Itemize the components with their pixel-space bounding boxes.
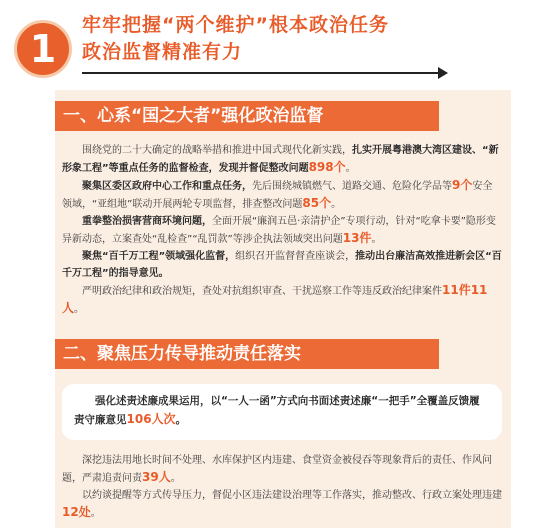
bold-text: 扎实开展粤港澳大湾区建设、“新形象工程”等重点任务的监督检查，发现并督促整改问题 (62, 145, 499, 174)
highlight-number: 85个 (302, 196, 332, 210)
paragraph (62, 248, 502, 282)
bold-text: 重拳整治损害营商环境问题， (82, 216, 212, 227)
card-text: 强化述责述廉成果运用，以“一人一函”方式向书面述责述廉“一把手”全覆盖反馈履责守廉意见106人次。 (74, 395, 480, 426)
highlight-number: 13件 (342, 231, 372, 245)
highlight-number: 9个 (452, 178, 473, 192)
bold-text: 聚焦“百千万工程”领域强化监督， (82, 251, 236, 262)
text: 组织召开监督督查座谈会， (235, 251, 356, 262)
paragraph: 重拳整治损害营商环境问题，全面开展“廉润五邑·亲清护企”专项行动，针对“吃拿卡要”隐形变异新动态，立案查处“乱检查”“乱罚款”等涉企执法领域突出问题13件。 (62, 216, 496, 245)
section1-title: 一、心系“国之大者”强化政治监督 (55, 101, 439, 131)
section2-title: 二、聚焦压力传导推动责任落实 (55, 339, 439, 369)
paragraph: 聚集区委区政府中心工作和重点任务，先后围绕城镇燃气、道路交通、危险化学品等9个安全领域，“亚组地”联动开展两轮专项监督，排查整改问题85个。 (62, 178, 493, 210)
text: 深挖违法用地长时间不处理、水库保护区内违建、食堂资金被侵吞等现象背后的责任、作风问题，严肃追责问责 (62, 455, 492, 484)
text: 围绕党的二十大确定的战略举措和推进中国式现代化新实践， (82, 145, 352, 156)
arrow-head-icon (438, 67, 448, 79)
title-underline (82, 72, 442, 74)
paragraph: 围绕党的二十大确定的战略举措和推进中国式现代化新实践，扎实开展粤港澳大湾区建设、“新形象工程”等重点任务的监督检查，发现并督促整改问题898个。 (62, 145, 499, 174)
highlight-number: 39人 (142, 470, 171, 484)
main-title (82, 12, 389, 66)
bold-text: 聚集区委区政府中心工作和重点任务， (82, 181, 252, 192)
paragraph: 以约谈提醒等方式传导压力，督促小区违法建设治理等工作落实，推动整改、行政立案处理违建12处。 (62, 490, 502, 519)
paragraph: 严明政治纪律和政治规矩，查处对抗组织审查、干扰巡察工作等违反政治纪律案件11件11人。 (62, 283, 488, 315)
section2-body (62, 452, 502, 522)
section1-body (62, 142, 502, 318)
highlight-card (62, 384, 502, 440)
highlight-number: 11件11人 (62, 283, 488, 315)
text: 严明政治纪律和政治规矩，查处对抗组织审查、干扰巡察工作等违反政治纪律案件 (82, 286, 442, 297)
text: 全面开展“廉润五邑·亲清护企”专项行动，针对“吃拿卡要”隐形变异新动态，立案查处“乱检查”“乱罚款”等涉企执法领域突出问题 (62, 216, 496, 245)
title-line-1: 牢牢把握“两个维护”根本政治任务 (82, 14, 389, 36)
section-number-badge: 1 (14, 20, 72, 78)
text: 强化述责述廉成果运用，以“一人一函”方式向书面述责述廉“一把手”全覆盖反馈履责守廉意见 (74, 395, 480, 426)
highlight-number: 898个 (308, 160, 346, 174)
text: 先后围绕城镇燃气、道路交通、危险化学品等 (252, 181, 452, 192)
highlight-number: 12处 (62, 505, 91, 519)
bold-text: 推动出台廉洁高效推进新会区“百千万工程”的指导意见。 (62, 251, 502, 279)
title-line-2: 政治监督精准有力 (82, 41, 243, 63)
paragraph: 深挖违法用地长时间不处理、水库保护区内违建、食堂资金被侵吞等现象背后的责任、作风问题，严肃追责问责39人。 (62, 455, 492, 484)
text: 安全领域，“亚组地”联动开展两轮专项监督，排查整改问题 (62, 181, 493, 210)
text: 以约谈提醒等方式传导压力，督促小区违法建设治理等工作落实，推动整改、行政立案处理违建 (82, 490, 502, 501)
highlight-number: 106人次 (126, 412, 176, 426)
